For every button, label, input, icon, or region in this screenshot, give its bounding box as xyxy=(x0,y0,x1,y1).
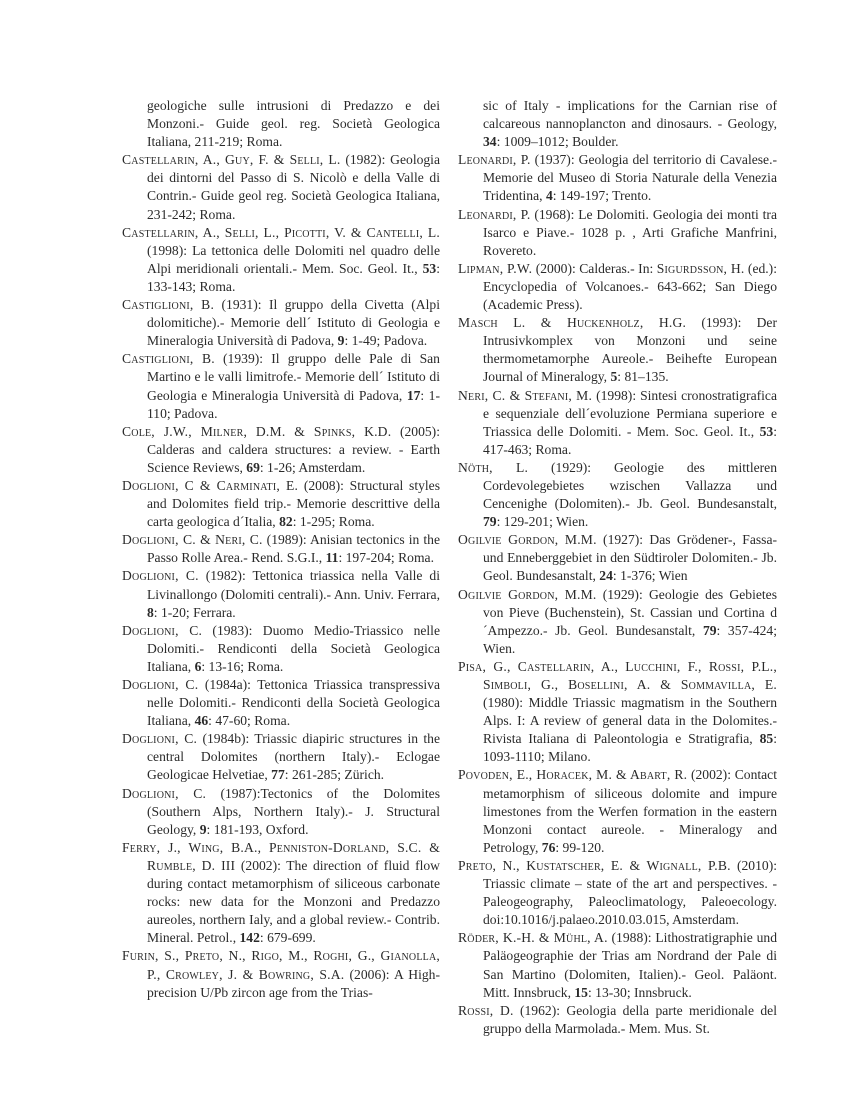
reference-entry-doglioni-2008 xyxy=(122,477,440,531)
reference-entry-rossi-1962 xyxy=(458,1002,777,1038)
reference-text: : 47-60; Roma. xyxy=(208,713,291,729)
reference-text: (2008): Structural styles and Dolomites field trip.- Memorie descrittive della carta geologica d´Italia, xyxy=(147,477,440,530)
reference-entry-castellarin-1982 xyxy=(122,151,440,223)
reference-text: (1988): Lithostratigraphie und Paläogeographie der Trias am Nordrand der Pale di San Martino (Dolomiten, Italien).- Geol. Paläont. Mitt. Innsbruck, xyxy=(483,930,778,1000)
reference-text: (2005): Calderas and caldera structures: a review. - Earth Science Reviews, xyxy=(147,423,440,475)
reference-text: : 1-26; Amsterdam. xyxy=(259,459,366,475)
reference-text: sic of Italy - implications for the Carnian rise of calcareous nannoplancton and dinosaurs. - Geology, xyxy=(483,98,777,132)
reference-entry-masch-1993 xyxy=(458,314,777,386)
reference-volume: 11 xyxy=(325,550,339,566)
reference-text: (2002): The direction of fluid flow during contact metamorphism of siliceous carbonate rocks: new data for the Monzoni and Predazzo aureoles, northern Ialy, and a global review.- Contrib. Mineral. Petrol., xyxy=(147,857,440,946)
reference-authors: Ogilvie Gordon, M.M. xyxy=(458,532,597,548)
reference-text: : 81–135. xyxy=(617,369,669,385)
reference-entry-leonardi-1937 xyxy=(458,151,777,205)
reference-text: (1927): Das Grödener-, Fassa- und Enneberggebiet in den Südtiroler Dolomiten.- Jb. Geol. Bundesanstalt, xyxy=(483,532,777,584)
reference-authors: Röder, K.-H. & Mühl, A. xyxy=(458,930,608,946)
reference-text: : 261-285; Zürich. xyxy=(284,767,385,783)
reference-text: geologiche sulle intrusioni di Predazzo e dei Monzoni.- Guide geol. reg. Società Geologica Italiana, 211-219; Roma. xyxy=(147,98,440,150)
reference-volume: 85 xyxy=(759,731,774,747)
reference-text: (ed.): Encyclopedia of Volcanoes.- 643-662; San Diego (Academic Press). xyxy=(483,260,777,313)
reference-entry-cont-furin xyxy=(458,97,777,151)
reference-text: : 1-49; Padova. xyxy=(344,333,428,349)
reference-text: : 1093-1110; Milano. xyxy=(483,731,777,765)
reference-volume: 8 xyxy=(147,604,154,620)
reference-volume: 142 xyxy=(239,930,260,946)
reference-text: (1998): Sintesi cronostratigrafica e sequenziale dell´evoluzione Permiana superiore e Triassica delle Dolomiti. - Mem. Soc. Geol. It., xyxy=(483,387,777,439)
reference-volume: 24 xyxy=(599,568,613,584)
reference-entry-doglioni-1989 xyxy=(122,531,440,567)
reference-volume: 79 xyxy=(483,514,497,530)
reference-text: (1984a): Tettonica Triassica transpressiva nelle Dolomiti.- Rendiconti della Società Geologica Italiana, xyxy=(147,677,440,729)
reference-entry-doglioni-1982 xyxy=(122,567,440,621)
reference-entry-ogilvie-1927 xyxy=(458,531,777,585)
reference-text: : 679-699. xyxy=(259,930,316,946)
reference-authors: Sigurdsson, H. xyxy=(656,260,745,276)
reference-entry-neri-1998 xyxy=(458,387,777,459)
reference-text: (1931): Il gruppo della Civetta (Alpi dolomitiche).- Memorie dell´ Istituto di Geologia e Mineralogia Università di Padova, xyxy=(147,297,440,349)
reference-text: (2000): Calderas.- In: xyxy=(532,260,657,276)
reference-volume: 15 xyxy=(574,984,588,1000)
reference-volume: 34 xyxy=(483,134,497,150)
reference-volume: 76 xyxy=(541,839,556,855)
reference-volume: 77 xyxy=(271,767,285,783)
reference-volume: 82 xyxy=(279,514,293,530)
reference-authors: Castellarin, A., Guy, F. & Selli, L. xyxy=(122,152,341,168)
reference-authors: Ogilvie Gordon, M.M. xyxy=(458,586,597,602)
reference-text: (1984b): Triassic diapiric structures in the central Dolomites (northern Italy).- Eclogae Geologicae Helvetiae, xyxy=(147,731,440,783)
reference-authors: Cole, J.W., Milner, D.M. & Spinks, K.D. xyxy=(122,423,392,439)
reference-volume: 46 xyxy=(194,713,209,729)
reference-text: (1998): La tettonica delle Dolomiti nel quadro delle Alpi meridionali orientali.- Mem. Soc. Geol. It., xyxy=(147,242,440,276)
reference-text: : 1-20; Ferrara. xyxy=(153,604,236,620)
reference-entry-castiglioni-1931 xyxy=(122,296,440,350)
reference-authors: Doglioni, C. xyxy=(122,677,199,692)
reference-entry-ferry-2002 xyxy=(122,839,440,948)
reference-entry-doglioni-1983 xyxy=(122,622,440,676)
reference-entry-lipman-2000 xyxy=(458,260,777,314)
reference-entry-doglioni-1984b xyxy=(122,730,440,784)
reference-text: : 99-120. xyxy=(555,839,605,855)
reference-text: : 149-197; Trento. xyxy=(552,188,652,204)
reference-text: (1989): Anisian tectonics in the Passo Rolle Area.- Rend. S.G.I., xyxy=(147,532,440,566)
reference-text: (2010): Triassic climate – state of the art and perspectives. - Paleogeography, Paleoclimatology, Paleoecology. doi:10.1016/j.palaeo.2010.03.015, Amsterdam. xyxy=(483,857,777,928)
reference-entry-cole-2005 xyxy=(122,423,440,477)
reference-volume: 9 xyxy=(337,333,345,349)
reference-text: : 181-193, Oxford. xyxy=(206,821,309,837)
reference-authors: Povoden, E., Horacek, M. & Abart, R. xyxy=(458,767,688,783)
reference-text: : 1-295; Roma. xyxy=(292,514,375,530)
reference-authors: Castellarin, A., Selli, L., Picotti, V. & Cantelli, L. xyxy=(122,224,440,240)
reference-volume: 9 xyxy=(199,821,207,837)
reference-authors: Rossi, D. xyxy=(458,1002,514,1018)
reference-text: (1983): Duomo Medio-Triassico nelle Dolomiti.- Rendiconti della Società Geologica Italiana, xyxy=(147,622,440,674)
reference-text: (1982): Tettonica triassica nella Valle di Livinallongo (Dolomiti centrali).- Ann. Univ. Ferrara, xyxy=(147,568,440,602)
reference-authors: Leonardi, P. xyxy=(458,206,531,222)
reference-text: : 197-204; Roma. xyxy=(338,550,434,566)
reference-text: (1939): Il gruppo delle Pale di San Martino e le valli limitrofe.- Memorie dell´ Istituto di Geologia e Mineralogia Università di Padova, xyxy=(147,351,440,403)
reference-text: (1929): Geologie des Gebietes von Pieve (Buchenstein), St. Cassian und Cortina d´Ampezzo.- Jb. Geol. Bundesanstalt, xyxy=(483,586,777,638)
reference-authors: Castiglioni, B. xyxy=(122,297,215,313)
right-reference-column xyxy=(458,97,777,1038)
reference-text: : 13-16; Roma. xyxy=(201,658,284,674)
reference-text: : 13-30; Innsbruck. xyxy=(587,984,692,1000)
reference-volume: 53 xyxy=(422,260,437,276)
reference-entry-doglioni-1984a xyxy=(122,676,440,730)
reference-authors: Ferry, J., Wing, B.A., Penniston-Dorland, S.C. & Rumble, D. III xyxy=(122,839,440,873)
reference-entry-doglioni-1987 xyxy=(122,785,440,839)
reference-entry-pisa-1980 xyxy=(458,658,777,767)
reference-entry-castiglioni-1939 xyxy=(122,350,440,422)
reference-volume: 79 xyxy=(702,622,717,638)
reference-authors: Doglioni, C. & Neri, C. xyxy=(122,532,263,548)
reference-authors: Masch L. & Huckenholz, H.G. xyxy=(458,315,687,331)
reference-text: (1937): Geologia del territorio di Cavalese.- Memorie del Museo di Storia Naturale della Venezia Tridentina, xyxy=(483,152,777,204)
reference-text: (2006): A High-precision U/Pb zircon age from the Trias- xyxy=(147,966,440,1000)
reference-text: (1968): Le Dolomiti. Geologia dei monti tra Isarco e Piave.- 1028 p. , Arti Grafiche Manfrini, Rovereto. xyxy=(483,206,777,258)
reference-authors: Doglioni, C. xyxy=(122,785,207,801)
reference-authors: Castiglioni, B. xyxy=(122,351,215,367)
reference-authors: Neri, C. & Stefani, M. xyxy=(458,387,593,403)
reference-authors: Doglioni, C. xyxy=(122,731,198,747)
reference-authors: Doglioni, C. xyxy=(122,622,203,638)
reference-authors: Doglioni, C. xyxy=(122,568,199,584)
reference-entry-ogilvie-1929 xyxy=(458,586,777,658)
reference-authors: Doglioni, C & Carminati, E. xyxy=(122,477,299,493)
reference-entry-cont-predazzo xyxy=(122,97,440,151)
reference-text: : 129-201; Wien. xyxy=(496,514,589,530)
reference-entry-povoden-2002 xyxy=(458,766,777,856)
reference-text: (1993): Der Intrusivkomplex von Monzoni und seine thermometamorphe Aureole.- Beihefte European Journal of Mineralogy, xyxy=(483,315,777,385)
reference-text: : 133-143; Roma. xyxy=(147,260,440,294)
reference-volume: 4 xyxy=(545,188,553,204)
reference-text: : 1-110; Padova. xyxy=(147,387,440,421)
reference-entry-castellarin-1998 xyxy=(122,224,440,296)
reference-authors: Lipman, P.W. xyxy=(458,260,533,276)
reference-entry-furin-2006 xyxy=(122,947,440,1001)
reference-authors: Pisa, G., Castellarin, A., Lucchini, F., Rossi, P.L., Simboli, G., Bosellini, A. & Sommavilla, E. xyxy=(458,658,777,692)
reference-authors: Nöth, L. xyxy=(458,459,529,475)
reference-text: (1987):Tectonics of the Dolomites (Southern Alps, Northern Italy).- J. Structural Geology, xyxy=(147,785,440,837)
reference-entry-leonardi-1968 xyxy=(458,206,777,260)
reference-volume: 69 xyxy=(246,459,260,475)
reference-text: : 1009–1012; Boulder. xyxy=(496,134,619,150)
reference-authors: Leonardi, P. xyxy=(458,152,531,168)
reference-entry-roder-1988 xyxy=(458,929,777,1001)
reference-text: (1962): Geologia della parte meridionale del gruppo della Marmolada.- Mem. Mus. St. xyxy=(483,1002,777,1036)
reference-text: (1980): Middle Triassic magmatism in the Southern Alps. I: A review of general data in the Dolomites.- Rivista Italiana di Paleontologia e Stratigrafia, xyxy=(483,695,777,747)
reference-text: : 357-424; Wien. xyxy=(483,622,777,656)
reference-text: : 417-463; Roma. xyxy=(483,423,777,457)
reference-volume: 17 xyxy=(406,387,421,403)
left-reference-column xyxy=(122,97,440,1002)
reference-authors: Preto, N., Kustatscher, E. & Wignall, P.B. xyxy=(458,857,731,873)
reference-volume: 53 xyxy=(759,423,774,439)
reference-text: (1929): Geologie des mittleren Cordevolegebietes wzischen Vallazza und Cencenighe (Dolomiten).- Jb. Geol. Bundesanstalt, xyxy=(483,459,777,512)
reference-text: (2002): Contact metamorphism of siliceous dolomite and impure limestones from the Werfen formation in the eastern Monzoni contact aureole. - Mineralogy and Petrology, xyxy=(483,767,777,855)
reference-authors: Furin, S., Preto, N., Rigo, M., Roghi, G., Gianolla, P., Crowley, J. & Bowring, S.A. xyxy=(122,948,440,982)
reference-volume: 6 xyxy=(194,658,202,674)
reference-text: : 1-376; Wien xyxy=(612,568,688,584)
reference-entry-noth-1929 xyxy=(458,459,777,531)
reference-text: (1982): Geologia dei dintorni del Passo di S. Nicolò e della Valle di Contrin.- Guide geol reg. Società Geologica Italiana, 231-242; Roma. xyxy=(147,152,440,222)
reference-entry-preto-2010 xyxy=(458,857,777,929)
reference-volume: 5 xyxy=(610,369,618,385)
